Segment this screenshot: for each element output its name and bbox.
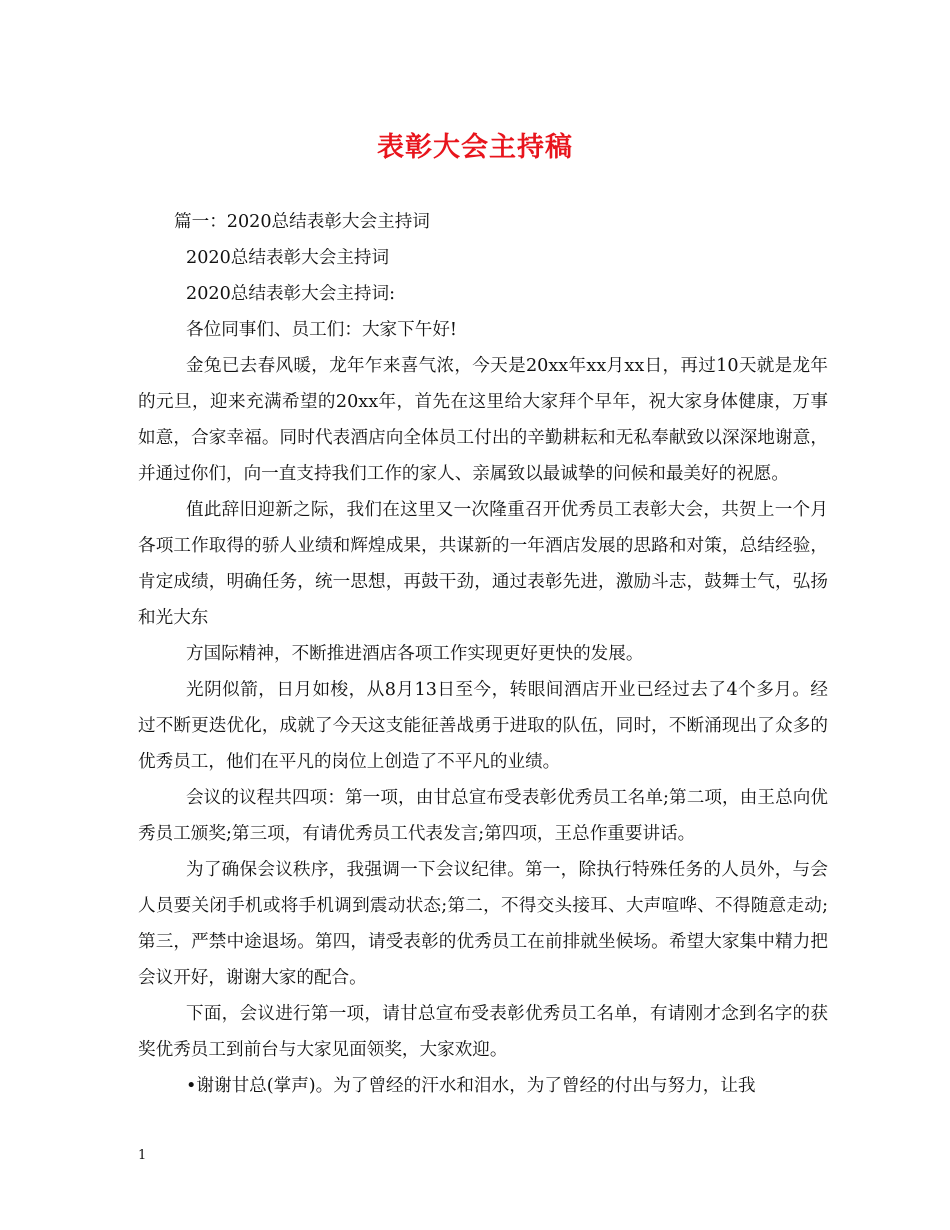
document-title: 表彰大会主持稿 (377, 132, 573, 163)
paragraph: 会议的议程共四项：第一项，由甘总宣布受表彰优秀员工名单;第二项，由王总向优秀员工颁奖;第三项，有请优秀员工代表发言;第四项，王总作重要讲话。 (138, 788, 828, 844)
document-body (138, 204, 828, 1104)
paragraph: 为了确保会议秩序，我强调一下会议纪律。第一，除执行特殊任务的人员外，与会人员要关闭手机或将手机调到震动状态;第二，不得交头接耳、大声喧哗、不得随意走动;第三，严禁中途退场。第四，请受表彰的优秀员工在前排就坐候场。希望大家集中精力把会议开好，谢谢大家的配合。 (138, 860, 828, 988)
paragraph: 值此辞旧迎新之际，我们在这里又一次隆重召开优秀员工表彰大会，共贺上一个月各项工作取得的骄人业绩和辉煌成果，共谋新的一年酒店发展的思路和对策，总结经验，肯定成绩，明确任务，统一思想，再鼓干劲，通过表彰先进，激励斗志，鼓舞士气，弘扬和光大东 (138, 500, 828, 628)
paragraph: 下面，会议进行第一项，请甘总宣布受表彰优秀员工名单，有请刚才念到名字的获奖优秀员工到前台与大家见面领奖，大家欢迎。 (138, 1004, 828, 1060)
subheading: 2020总结表彰大会主持词: (186, 284, 396, 304)
page-number: 1 (138, 1148, 147, 1163)
greeting: 各位同事们、员工们：大家下午好! (186, 320, 457, 340)
paragraph: 光阴似箭，日月如梭，从8月13日至今，转眼间酒店开业已经过去了4个多月。经过不断更迭优化，成就了今天这支能征善战勇于进取的队伍，同时，不断涌现出了众多的优秀员工，他们在平凡的岗位上创造了不平凡的业绩。 (138, 680, 828, 772)
paragraph: 金兔已去春风暖，龙年乍来喜气浓，今天是20xx年xx月xx日，再过10天就是龙年的元旦，迎来充满希望的20xx年，首先在这里给大家拜个早年，祝大家身体健康，万事如意，合家幸福。同时代表酒店向全体员工付出的辛勤耕耘和无私奉献致以深深地谢意，并通过你们，向一直支持我们工作的家人、亲属致以最诚挚的问候和最美好的祝愿。 (138, 356, 828, 484)
bullet-paragraph: •谢谢甘总(掌声)。为了曾经的汗水和泪水，为了曾经的付出与努力，让我 (186, 1076, 756, 1096)
section-heading: 篇一：2020总结表彰大会主持词 (174, 212, 430, 232)
subheading: 2020总结表彰大会主持词 (186, 248, 390, 268)
paragraph: 方国际精神，不断推进酒店各项工作实现更好更快的发展。 (186, 644, 644, 664)
